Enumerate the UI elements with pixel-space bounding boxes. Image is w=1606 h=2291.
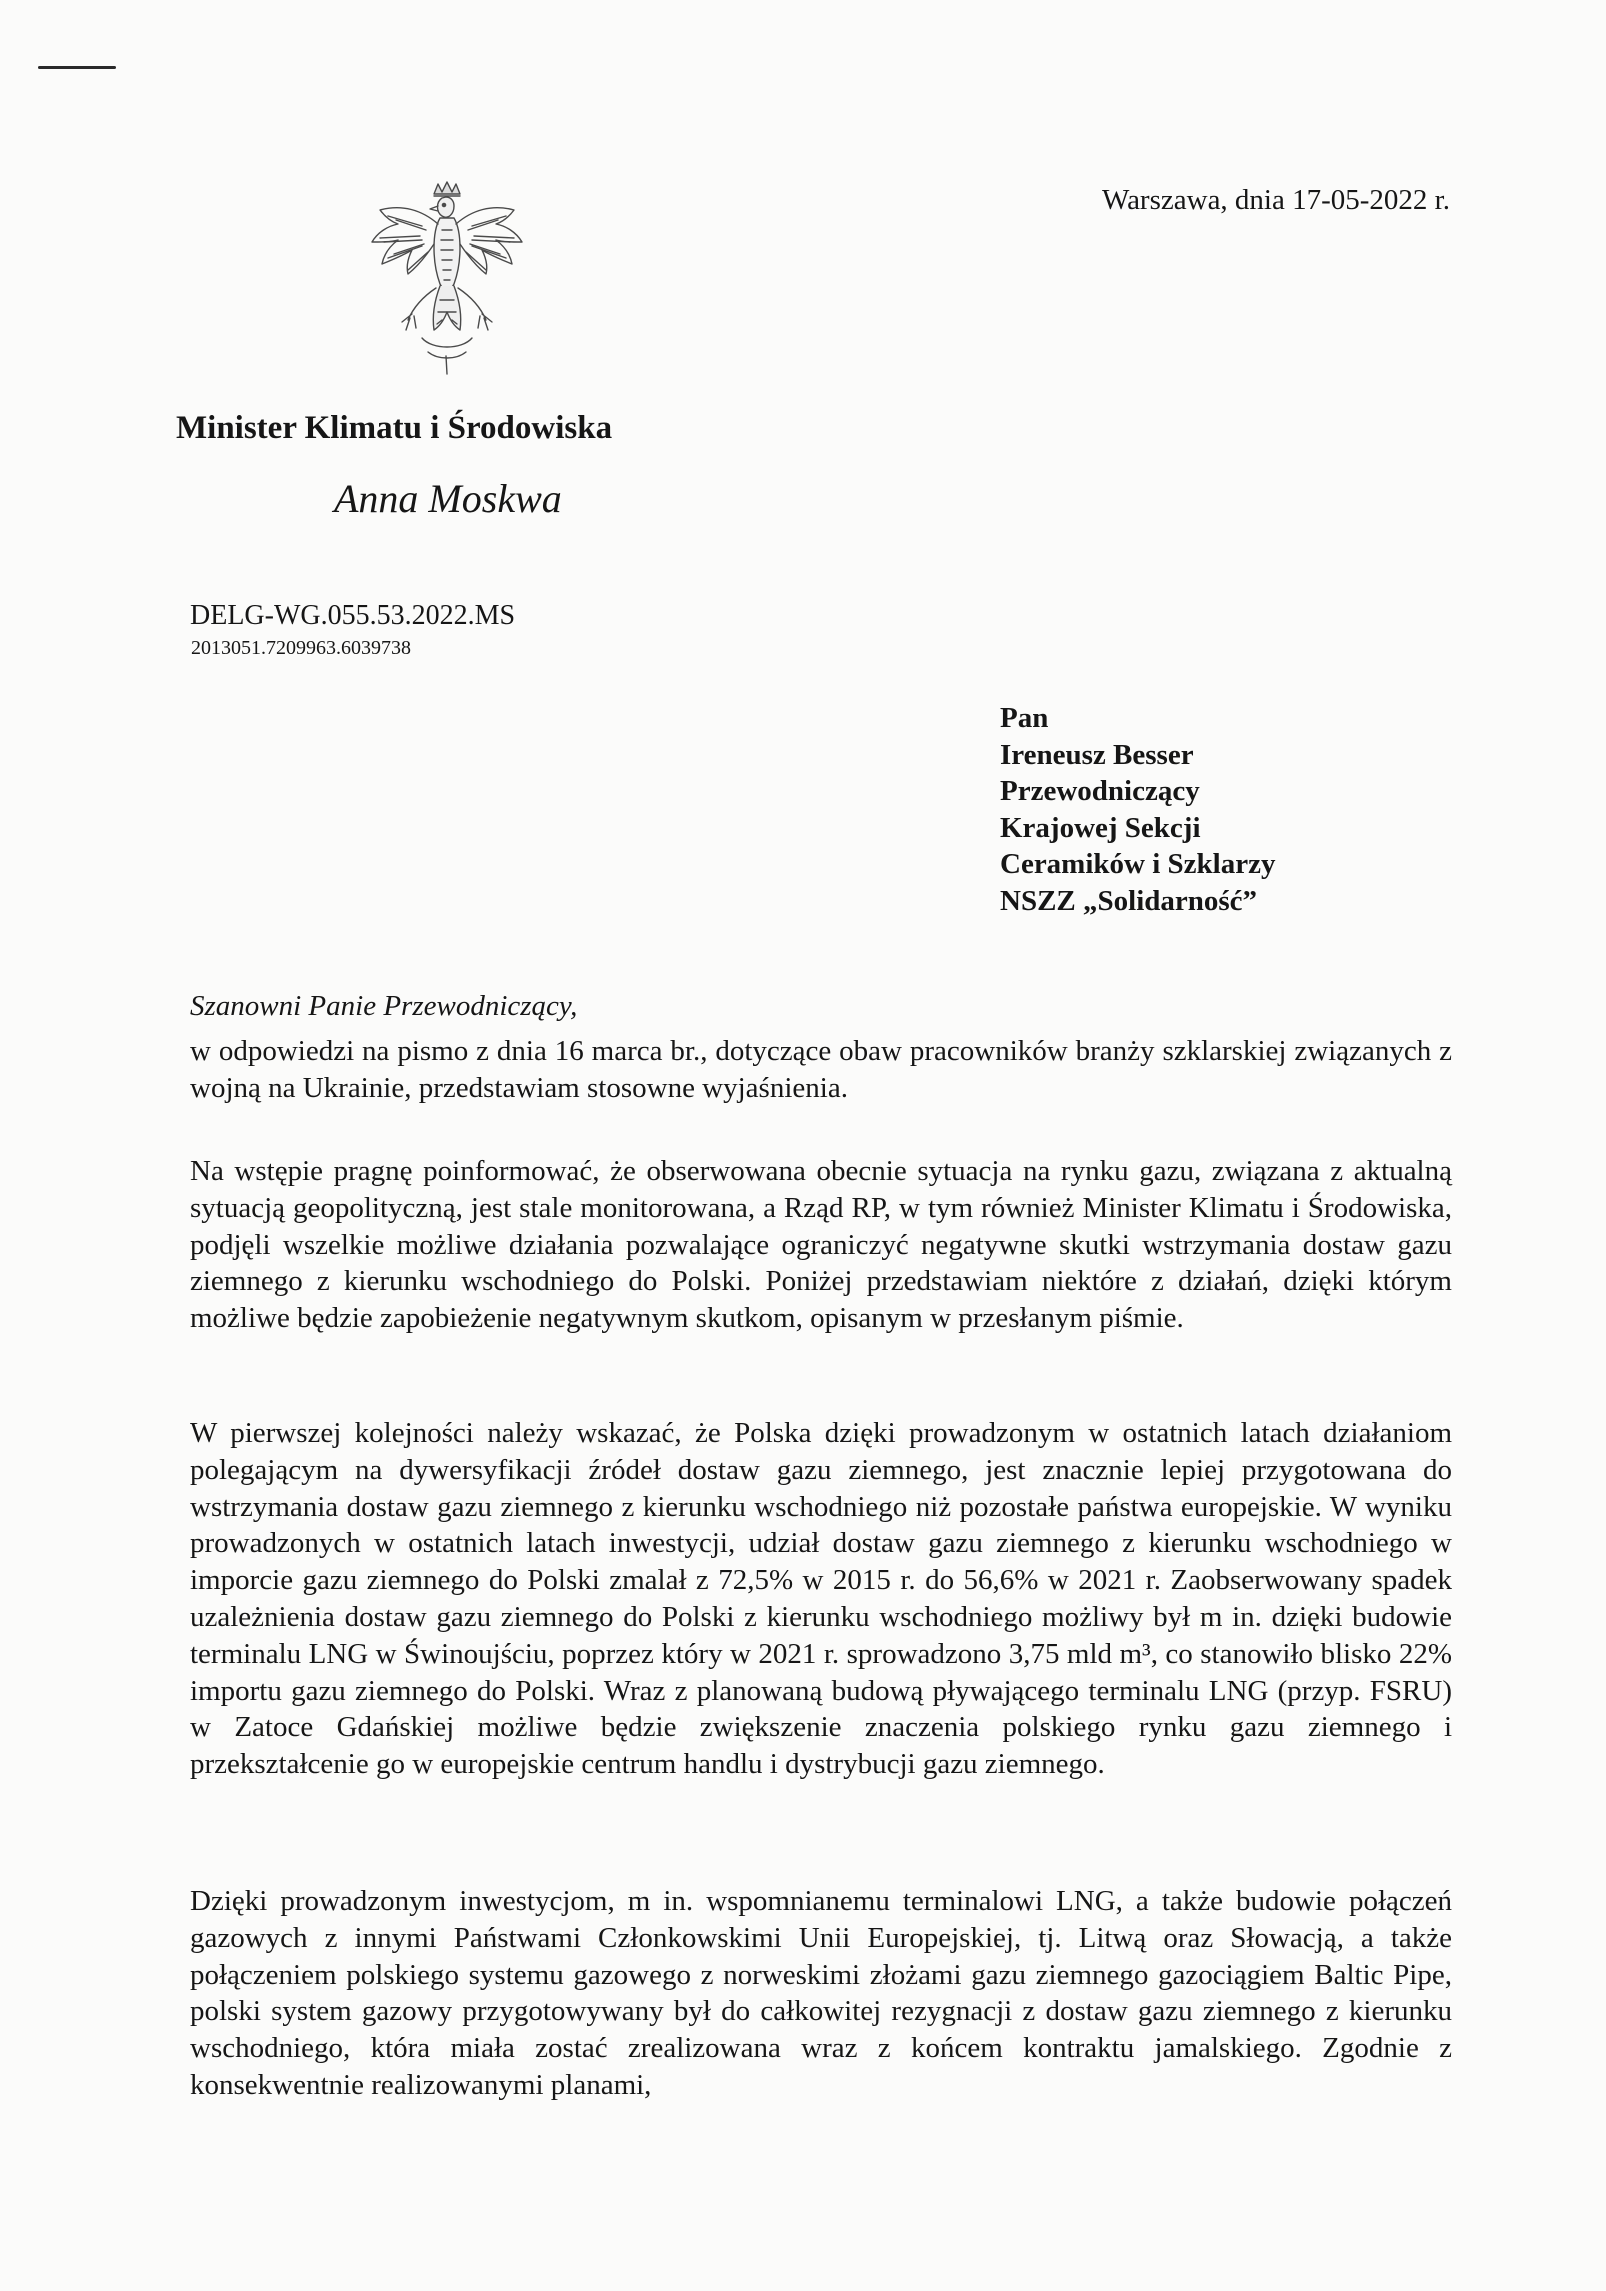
recipient-line: Krajowej Sekcji bbox=[1000, 811, 1201, 844]
minister-name: Anna Moskwa bbox=[334, 476, 562, 521]
body-paragraph: Dzięki prowadzonym inwestycjom, m in. wspomnianemu terminalowi LNG, a także budowie połączeń gazowych z innymi Państwami Członkowskimi Unii Europejskiej, tj. Litwą oraz Słowacją, a także połączeniem polskiego systemu gazowego z norweskimi złożami gazu ziemnego gazociągiem Baltic Pipe, polski system gazowy przygotowywany był do całkowitej rezygnacji z dostaw gazu ziemnego z kierunku wschodniego, która miała zostać zrealizowana wraz z końcem kontraktu jamalskiego. Zgodnie z konsekwentnie realizowanymi planami, bbox=[190, 1885, 1452, 2101]
recipient-line: Pan bbox=[1000, 702, 1049, 734]
scan-mark bbox=[38, 66, 116, 69]
recipient-line: NSZZ „Solidarność” bbox=[1000, 884, 1258, 917]
salutation: Szanowni Panie Przewodniczący, bbox=[190, 990, 578, 1022]
recipient-block bbox=[1000, 700, 1275, 919]
reference-sub-number: 2013051.7209963.6039738 bbox=[191, 637, 411, 659]
recipient-line: Ireneusz Besser bbox=[1000, 738, 1194, 771]
reference-number: DELG-WG.055.53.2022.MS bbox=[190, 600, 516, 631]
recipient-line: Ceramików i Szklarzy bbox=[1000, 848, 1276, 880]
polish-eagle-emblem-icon bbox=[362, 180, 532, 380]
body-paragraph: Na wstępie pragnę poinformować, że obserwowana obecnie sytuacja na rynku gazu, związana z aktualną sytuacją geopolityczną, jest stale monitorowana, a Rząd RP, w tym również Minister Klimatu i Środowiska, podjęli wszelkie możliwe działania pozwalające ograniczyć negatywne skutki wstrzymania dostaw gazu ziemnego z kierunku wschodniego do Polski. Poniżej przedstawiam niektóre z działań, dzięki którym możliwe będzie zapobieżenie negatywnym skutkom, opisanym w przesłanym piśmie. bbox=[190, 1155, 1452, 1335]
date-line: Warszawa, dnia 17-05-2022 r. bbox=[1102, 184, 1450, 216]
recipient-line: Przewodniczący bbox=[1000, 775, 1200, 807]
ministry-title: Minister Klimatu i Środowiska bbox=[176, 410, 613, 446]
body-paragraph: W pierwszej kolejności należy wskazać, że Polska dzięki prowadzonym w ostatnich latach działaniom polegającym na dywersyfikacji źródeł dostaw gazu ziemnego, jest znacznie lepiej przygotowana do wstrzymania dostaw gazu ziemnego z kierunku wschodniego niż pozostałe państwa europejskie. W wyniku prowadzonych w ostatnich latach inwestycji, udział dostaw gazu ziemnego z kierunku wschodniego w imporcie gazu ziemnego do Polski zmalał z 72,5% w 2015 r. do 56,6% w 2021 r. Zaobserwowany spadek uzależnienia dostaw gazu ziemnego do Polski z kierunku wschodniego możliwy był m in. dzięki budowie terminalu LNG w Świnoujściu, poprzez który w 2021 r. sprowadzono 3,75 mld m³, co stanowiło blisko 22% importu gazu ziemnego do Polski. Wraz z planowaną budową pływającego terminalu LNG (przyp. FSRU) w Zatoce Gdańskiej możliwe będzie zwiększenie znaczenia polskiego rynku gazu ziemnego i przekształcenie go w europejskie centrum handlu i dystrybucji gazu ziemnego. bbox=[190, 1417, 1452, 1781]
body-paragraph: w odpowiedzi na pismo z dnia 16 marca br., dotyczące obaw pracowników branży szklarskiej związanych z wojną na Ukrainie, przedstawiam stosowne wyjaśnienia. bbox=[190, 1035, 1452, 1104]
